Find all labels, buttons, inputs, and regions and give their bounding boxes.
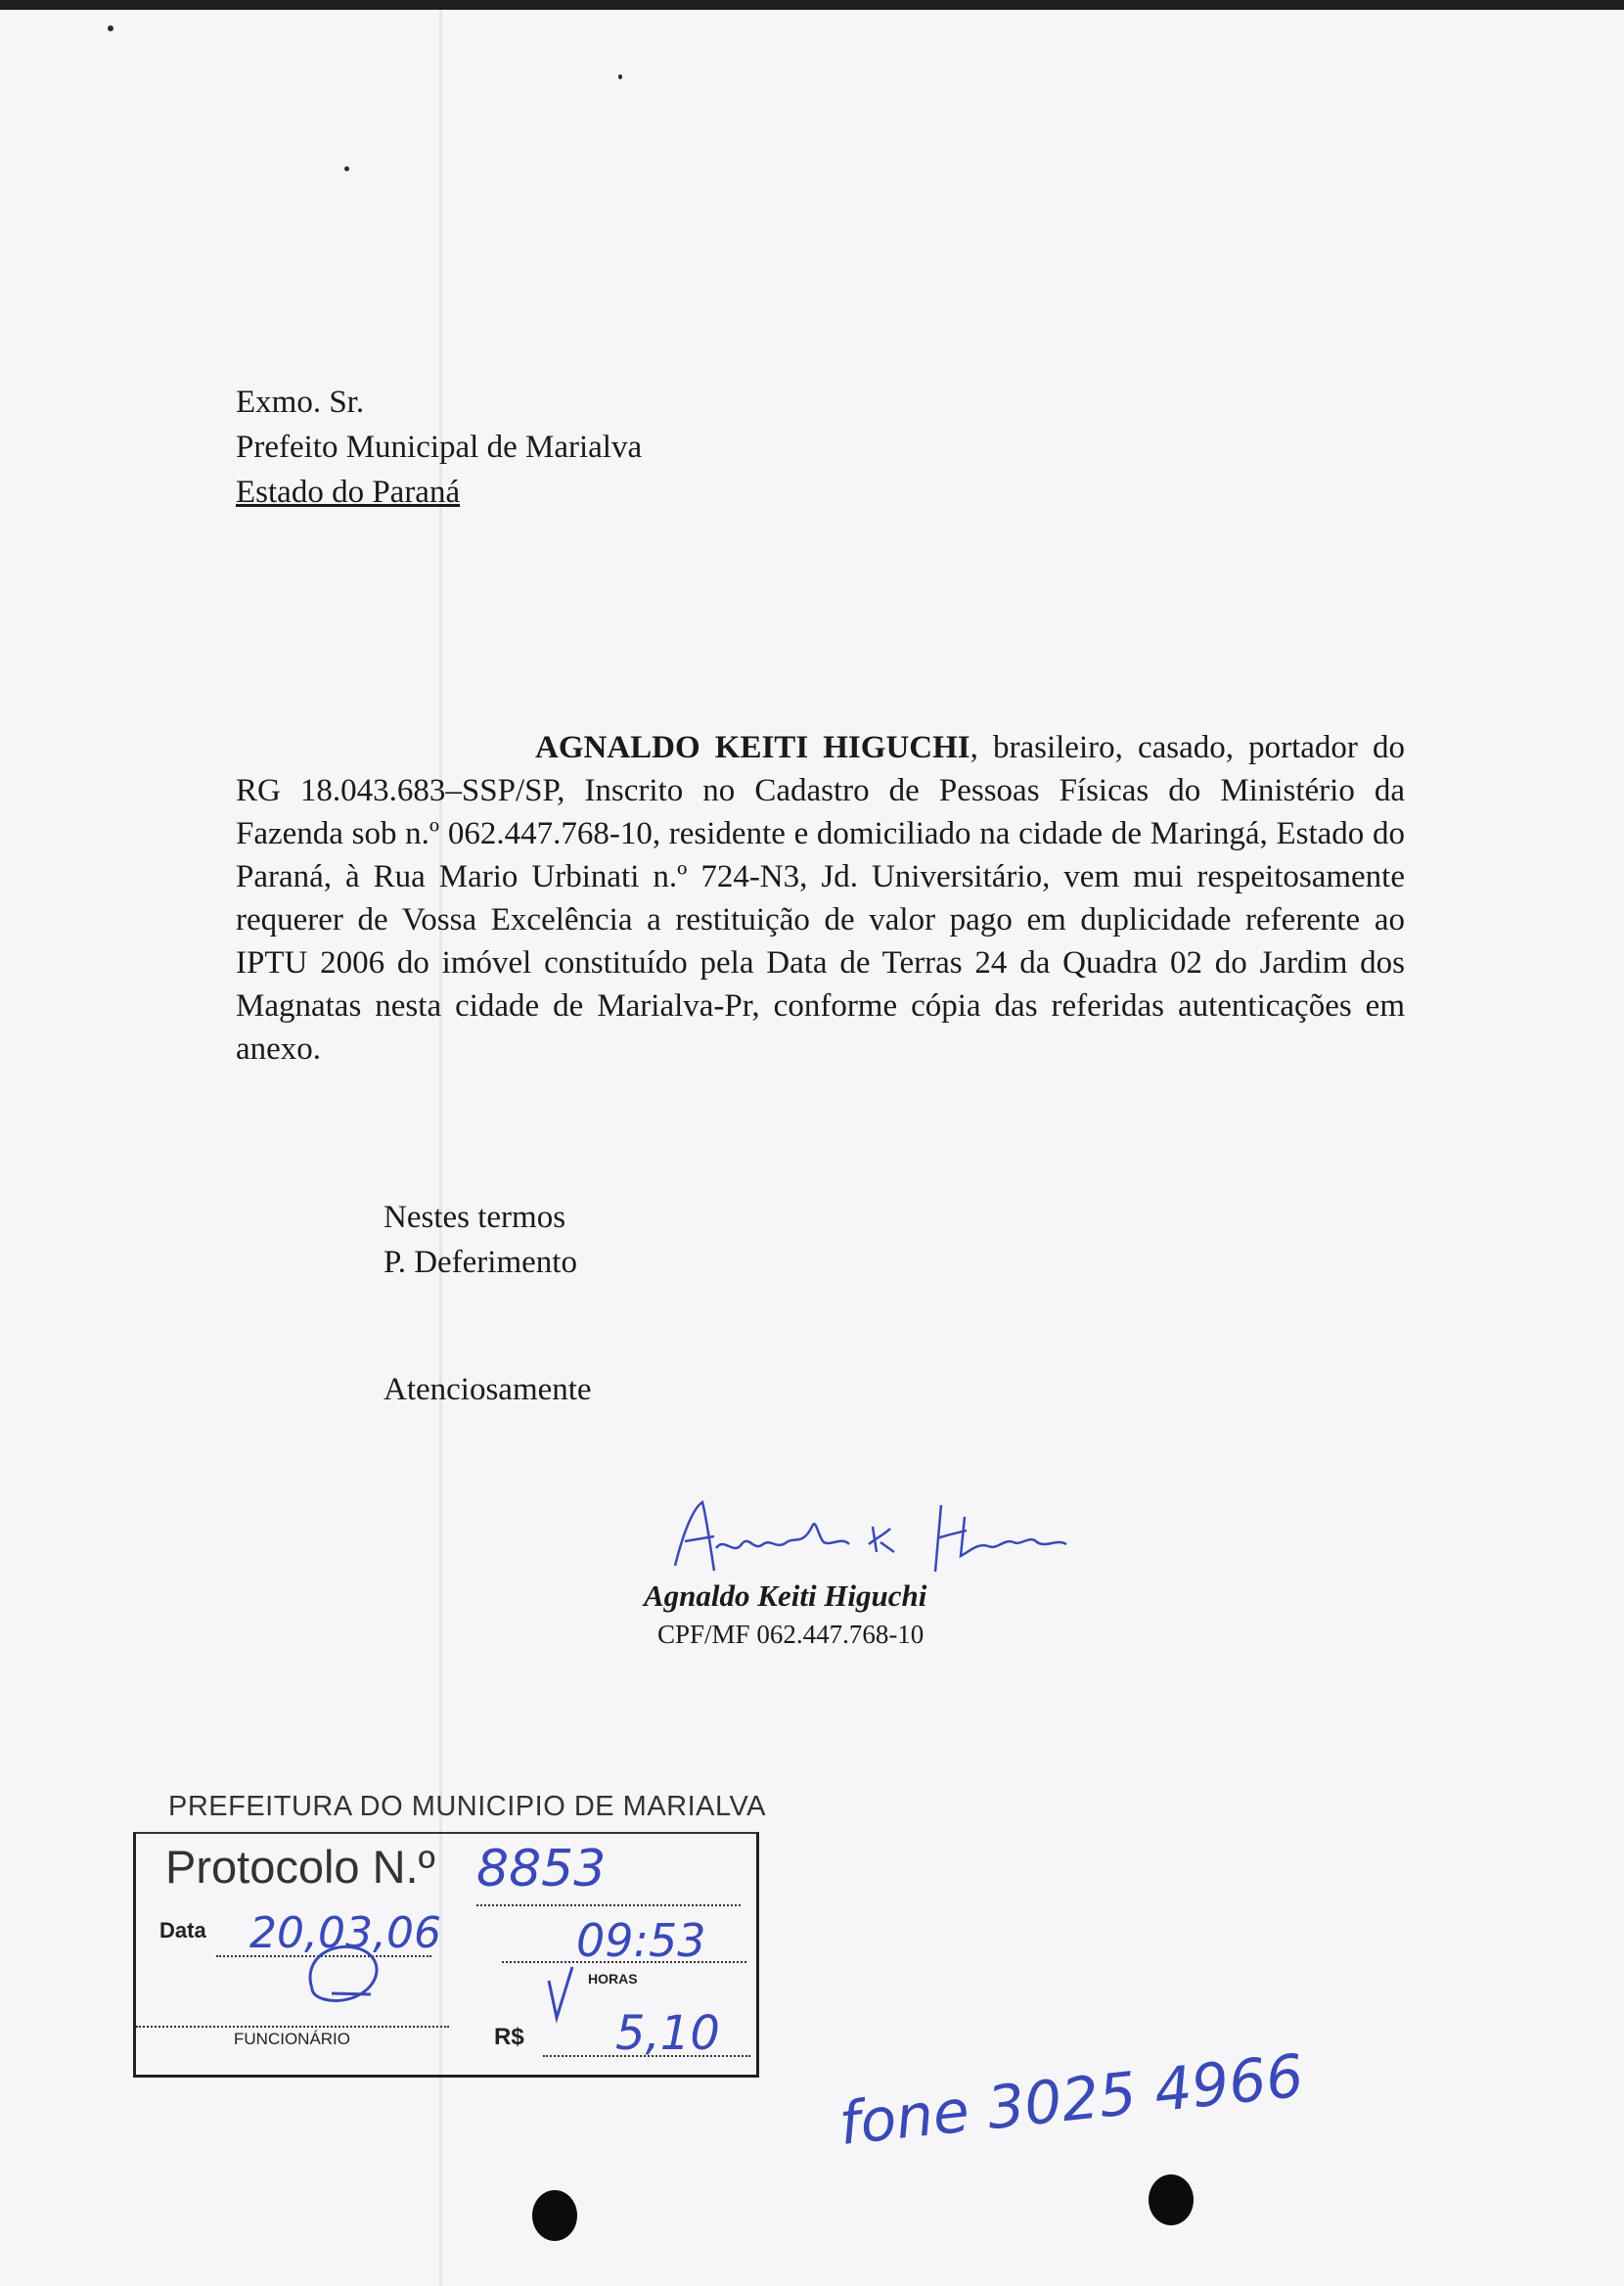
stamp-date: 20,03,06 <box>249 1908 441 1958</box>
addressee-block <box>236 380 642 515</box>
request-text: , brasileiro, casado, portador do RG 18.043.683–SSP/SP, Inscrito no Cadastro de Pessoas Físicas do Ministério da Fazenda sob n.º 062.447.768-10, residente e domiciliado na cidade de Maringá, Estado do Paraná, à Rua Mario Urbinati n.º 724-N3, Jd. Universitário, vem mui respeitosamente requerer de Vossa Excelência a restituição de valor pago em duplicidade referente ao IPTU 2006 do imóvel constituído pela Data de Terras 24 da Quadra 02 do Jardim dos Magnatas nesta cidade de Marialva-Pr, conforme cópia das referidas autenticações em anexo. <box>236 730 1405 1067</box>
stamp-currency-label: R$ <box>494 2024 524 2050</box>
value-check-mark <box>543 1961 582 2030</box>
addressee-state: Estado do Paraná <box>236 475 461 510</box>
closing-atenciosamente: Atenciosamente <box>383 1372 592 1407</box>
requester-name: AGNALDO KEITI HIGUCHI <box>535 730 970 765</box>
addressee-title: Prefeito Municipal de Marialva <box>236 430 643 465</box>
protocol-stamp <box>133 1832 759 2078</box>
stamp-hours-label: HORAS <box>588 1971 638 1987</box>
stamp-title: Protocolo N.º <box>165 1841 435 1893</box>
stamp-official-label: FUNCIONÁRIO <box>234 2030 350 2048</box>
signer-cpf: CPF/MF 062.447.768-10 <box>657 1620 925 1649</box>
page-top-edge <box>0 0 1624 10</box>
stamp-official-line <box>136 2026 449 2028</box>
official-initials <box>293 1920 400 2018</box>
handwritten-signature <box>655 1487 1125 1585</box>
closing-terms: Nestes termos <box>383 1200 566 1235</box>
closing-deferimento: P. Deferimento <box>383 1245 577 1280</box>
stamp-protocol-number: 8853 <box>476 1840 607 1898</box>
speck <box>344 166 349 171</box>
request-body <box>236 726 1405 1071</box>
stamp-date-label: Data <box>159 1918 206 1943</box>
stamp-value: 5,10 <box>615 2006 720 2061</box>
request-paragraph <box>236 726 1405 1071</box>
speck <box>618 74 622 79</box>
speck <box>108 25 113 31</box>
signer-name: Agnaldo Keiti Higuchi <box>644 1578 927 1613</box>
stamp-header: PREFEITURA DO MUNICIPIO DE MARIALVA <box>168 1791 767 1822</box>
closing-block <box>383 1195 577 1285</box>
punch-hole <box>532 2190 577 2241</box>
stamp-hour: 09:53 <box>576 1914 706 1967</box>
addressee-salutation: Exmo. Sr. <box>236 385 365 420</box>
stamp-number-line <box>476 1904 741 1906</box>
handwritten-phone-note: fone 3025 4966 <box>835 2041 1307 2159</box>
punch-hole <box>1149 2174 1194 2225</box>
